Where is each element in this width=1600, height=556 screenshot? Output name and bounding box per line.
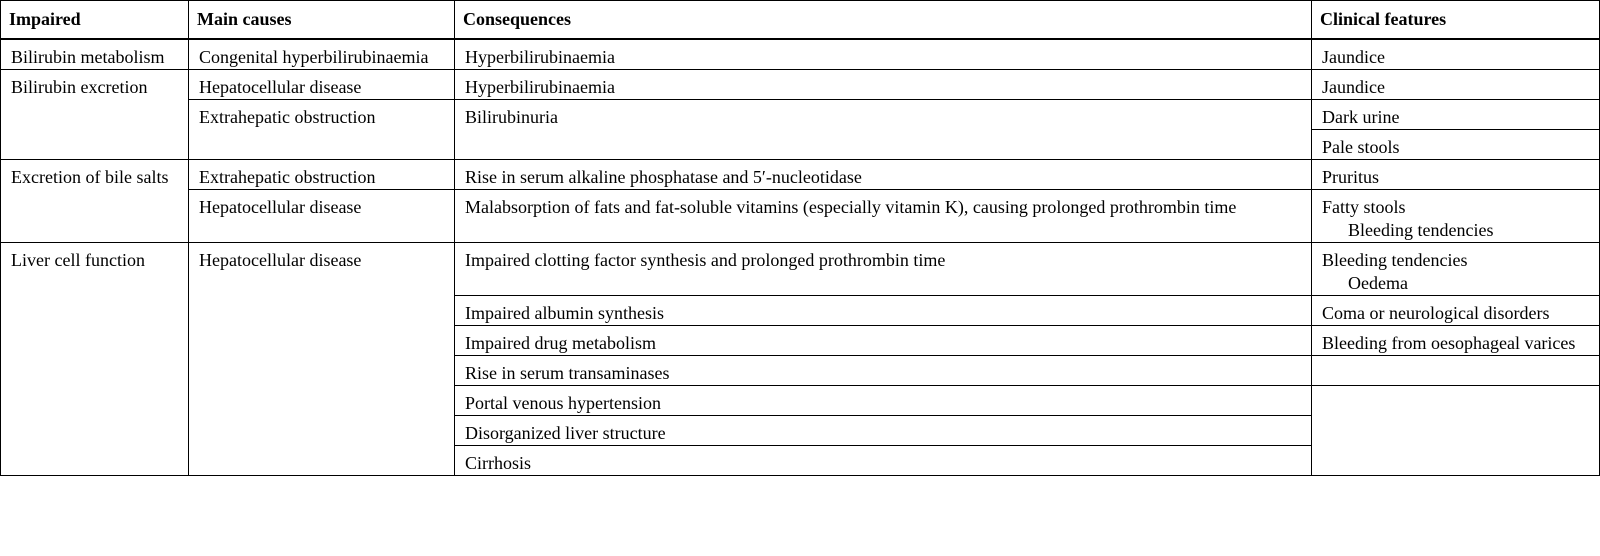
consequence-cell: Impaired albumin synthesis (455, 296, 1312, 326)
impaired-cell: Bilirubin excretion (1, 70, 189, 160)
header-impaired: Impaired (1, 1, 189, 40)
consequence-cell: Bilirubinuria (455, 100, 1312, 160)
header-row (1, 1, 1600, 40)
impaired-cell: Bilirubin metabolism (1, 39, 189, 70)
header-consequences: Consequences (455, 1, 1312, 40)
feature-cell: Coma or neurological disorders (1312, 296, 1600, 326)
table-row (1, 70, 1600, 100)
header-main-causes: Main causes (189, 1, 455, 40)
impaired-cell: Liver cell function (1, 243, 189, 476)
table-row (1, 190, 1600, 243)
consequence-cell: Hyperbilirubinaemia (455, 39, 1312, 70)
feature-cell: Jaundice (1312, 70, 1600, 100)
consequence-cell: Rise in serum transaminases (455, 356, 1312, 386)
empty-feature-cell (1312, 356, 1600, 386)
feature-cell: Dark urine (1312, 100, 1600, 130)
consequence-cell: Impaired drug metabolism (455, 326, 1312, 356)
impaired-cell: Excretion of bile salts (1, 160, 189, 243)
feature-line: Fatty stools (1322, 197, 1406, 217)
consequence-cell: Malabsorption of fats and fat-soluble vitamins (especially vitamin K), causing prolonged prothrombin time (455, 190, 1312, 243)
cause-cell: Hepatocellular disease (189, 243, 455, 476)
cause-cell: Extrahepatic obstruction (189, 160, 455, 190)
feature-cell: Pale stools (1312, 130, 1600, 160)
feature-cell (1312, 190, 1600, 243)
table-row (1, 39, 1600, 70)
consequence-cell: Rise in serum alkaline phosphatase and 5′-nucleotidase (455, 160, 1312, 190)
cause-cell: Congenital hyperbilirubinaemia (189, 39, 455, 70)
table-row (1, 243, 1600, 296)
consequence-cell: Hyperbilirubinaemia (455, 70, 1312, 100)
feature-subline: Bleeding tendencies (1348, 220, 1494, 240)
cause-cell: Extrahepatic obstruction (189, 100, 455, 160)
consequence-cell: Disorganized liver structure (455, 416, 1312, 446)
table-row (1, 100, 1600, 130)
feature-line: Bleeding tendencies (1322, 250, 1468, 270)
feature-cell: Pruritus (1312, 160, 1600, 190)
table-row (1, 160, 1600, 190)
feature-subline: Oedema (1348, 273, 1408, 293)
header-clinical-features: Clinical features (1312, 1, 1600, 40)
consequence-cell: Impaired clotting factor synthesis and prolonged prothrombin time (455, 243, 1312, 296)
cause-cell: Hepatocellular disease (189, 70, 455, 100)
empty-feature-cell (1312, 386, 1600, 476)
consequence-cell: Cirrhosis (455, 446, 1312, 476)
cause-cell: Hepatocellular disease (189, 190, 455, 243)
consequence-cell: Portal venous hypertension (455, 386, 1312, 416)
feature-cell: Bleeding from oesophageal varices (1312, 326, 1600, 356)
feature-cell: Jaundice (1312, 39, 1600, 70)
feature-cell (1312, 243, 1600, 296)
